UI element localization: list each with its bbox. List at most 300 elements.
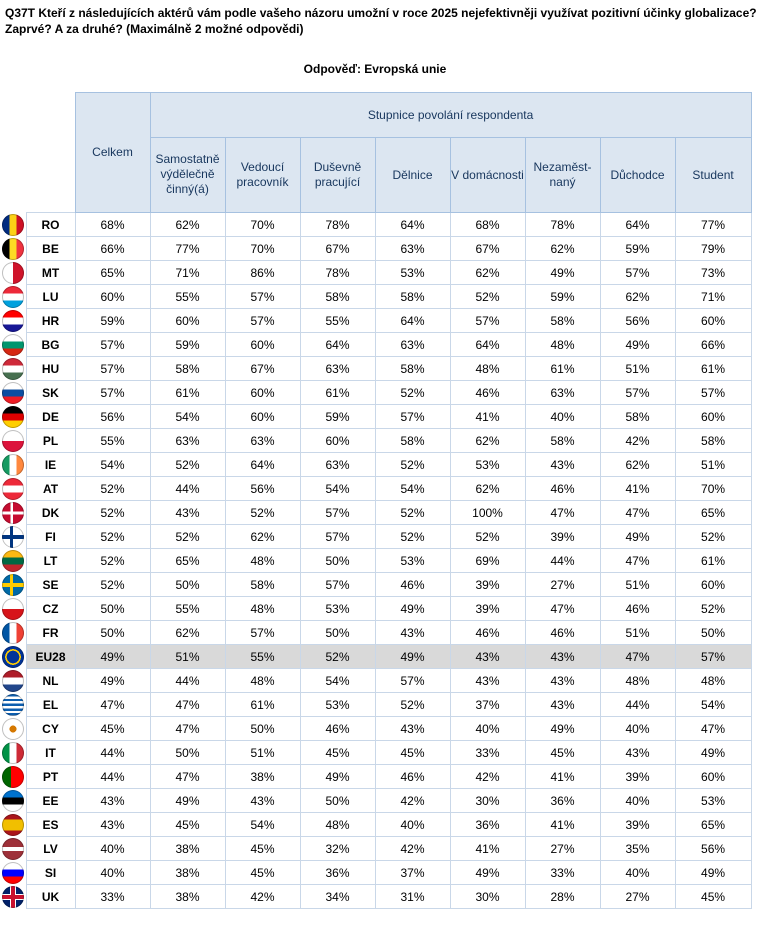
flag-cell <box>0 789 26 813</box>
total-value-cell: 49% <box>75 645 150 669</box>
total-value-cell: 59% <box>75 309 150 333</box>
occupation-value-cell: 37% <box>375 861 450 885</box>
occupation-value-cell: 53% <box>450 453 525 477</box>
occupation-value-cell: 47% <box>600 501 675 525</box>
occupation-value-cell: 51% <box>600 621 675 645</box>
table-row <box>0 861 751 885</box>
occupation-value-cell: 59% <box>300 405 375 429</box>
occupation-value-cell: 47% <box>150 717 225 741</box>
occupation-value-cell: 52% <box>375 525 450 549</box>
occupation-value-cell: 43% <box>450 645 525 669</box>
occupation-value-cell: 62% <box>525 237 600 261</box>
column-header-self-employed: Samostatně výdělečně činný(á) <box>150 138 225 213</box>
occupation-value-cell: 62% <box>600 285 675 309</box>
occupation-value-cell: 86% <box>225 261 300 285</box>
occupation-value-cell: 57% <box>375 669 450 693</box>
occupation-value-cell: 45% <box>300 741 375 765</box>
total-value-cell: 33% <box>75 885 150 909</box>
occupation-value-cell: 48% <box>600 669 675 693</box>
at-flag-icon <box>2 478 24 500</box>
occupation-value-cell: 57% <box>225 285 300 309</box>
occupation-value-cell: 61% <box>225 693 300 717</box>
total-value-cell: 49% <box>75 669 150 693</box>
occupation-value-cell: 36% <box>300 861 375 885</box>
table-row <box>0 333 751 357</box>
occupation-value-cell: 68% <box>450 213 525 237</box>
total-value-cell: 52% <box>75 573 150 597</box>
occupation-value-cell: 27% <box>600 885 675 909</box>
total-value-cell: 47% <box>75 693 150 717</box>
it-flag-icon <box>2 742 24 764</box>
occupation-value-cell: 100% <box>450 501 525 525</box>
occupation-value-cell: 42% <box>225 885 300 909</box>
occupation-value-cell: 55% <box>150 597 225 621</box>
occupation-value-cell: 43% <box>525 693 600 717</box>
country-code: RO <box>26 213 75 237</box>
column-header-white-collar: Duševně pracující <box>300 138 375 213</box>
occupation-value-cell: 48% <box>300 813 375 837</box>
occupation-value-cell: 64% <box>300 333 375 357</box>
occupation-value-cell: 38% <box>150 837 225 861</box>
table-row <box>0 597 751 621</box>
table-row <box>0 573 751 597</box>
occupation-value-cell: 53% <box>300 693 375 717</box>
occupation-value-cell: 36% <box>525 789 600 813</box>
occupation-value-cell: 34% <box>300 885 375 909</box>
total-value-cell: 52% <box>75 549 150 573</box>
lt-flag-icon <box>2 550 24 572</box>
table-row <box>0 405 751 429</box>
occupation-value-cell: 45% <box>675 885 751 909</box>
occupation-value-cell: 53% <box>375 261 450 285</box>
occupation-value-cell: 48% <box>450 357 525 381</box>
occupation-value-cell: 62% <box>150 621 225 645</box>
country-code: HU <box>26 357 75 381</box>
occupation-value-cell: 46% <box>525 621 600 645</box>
flag-cell <box>0 405 26 429</box>
occupation-value-cell: 50% <box>675 621 751 645</box>
country-code: EL <box>26 693 75 717</box>
occupation-value-cell: 47% <box>600 645 675 669</box>
occupation-value-cell: 62% <box>450 429 525 453</box>
occupation-value-cell: 57% <box>450 309 525 333</box>
table-row <box>0 765 751 789</box>
occupation-value-cell: 44% <box>150 669 225 693</box>
occupation-value-cell: 46% <box>300 717 375 741</box>
occupation-value-cell: 60% <box>675 765 751 789</box>
table-row <box>0 717 751 741</box>
occupation-value-cell: 50% <box>300 789 375 813</box>
bg-flag-icon <box>2 334 24 356</box>
table-body <box>0 213 751 909</box>
occupation-value-cell: 49% <box>525 717 600 741</box>
occupation-value-cell: 57% <box>225 621 300 645</box>
flag-cell <box>0 549 26 573</box>
occupation-value-cell: 32% <box>300 837 375 861</box>
occupation-value-cell: 39% <box>600 813 675 837</box>
occupation-value-cell: 57% <box>600 261 675 285</box>
occupation-value-cell: 42% <box>375 789 450 813</box>
occupation-value-cell: 69% <box>450 549 525 573</box>
total-value-cell: 44% <box>75 741 150 765</box>
occupation-value-cell: 43% <box>225 789 300 813</box>
el-flag-icon <box>2 694 24 716</box>
occupation-value-cell: 52% <box>300 645 375 669</box>
table-row <box>0 237 751 261</box>
flag-cell <box>0 285 26 309</box>
occupation-value-cell: 43% <box>525 453 600 477</box>
country-code: DE <box>26 405 75 429</box>
country-code: MT <box>26 261 75 285</box>
column-header-total: Celkem <box>75 93 150 213</box>
occupation-value-cell: 39% <box>450 597 525 621</box>
total-value-cell: 40% <box>75 837 150 861</box>
occupation-value-cell: 51% <box>600 573 675 597</box>
occupation-value-cell: 56% <box>675 837 751 861</box>
flag-cell <box>0 597 26 621</box>
occupation-value-cell: 58% <box>525 429 600 453</box>
country-code: LV <box>26 837 75 861</box>
occupation-value-cell: 46% <box>525 477 600 501</box>
occupation-value-cell: 55% <box>150 285 225 309</box>
table-row <box>0 285 751 309</box>
table-row <box>0 477 751 501</box>
table-row <box>0 621 751 645</box>
occupation-value-cell: 40% <box>600 717 675 741</box>
table-row <box>0 429 751 453</box>
occupation-value-cell: 65% <box>675 501 751 525</box>
occupation-value-cell: 41% <box>525 813 600 837</box>
occupation-value-cell: 49% <box>675 741 751 765</box>
occupation-value-cell: 70% <box>225 237 300 261</box>
occupation-value-cell: 38% <box>225 765 300 789</box>
occupation-value-cell: 58% <box>225 573 300 597</box>
se-flag-icon <box>2 574 24 596</box>
total-value-cell: 65% <box>75 261 150 285</box>
total-value-cell: 57% <box>75 381 150 405</box>
total-value-cell: 57% <box>75 357 150 381</box>
occupation-value-cell: 60% <box>225 381 300 405</box>
occupation-value-cell: 58% <box>600 405 675 429</box>
si-flag-icon <box>2 862 24 884</box>
occupation-value-cell: 51% <box>150 645 225 669</box>
flag-cell <box>0 765 26 789</box>
occupation-value-cell: 52% <box>150 453 225 477</box>
total-value-cell: 68% <box>75 213 150 237</box>
occupation-value-cell: 46% <box>450 381 525 405</box>
occupation-value-cell: 47% <box>525 597 600 621</box>
occupation-value-cell: 48% <box>525 333 600 357</box>
flag-cell <box>0 381 26 405</box>
occupation-value-cell: 61% <box>525 357 600 381</box>
occupation-value-cell: 49% <box>600 333 675 357</box>
occupation-value-cell: 60% <box>225 333 300 357</box>
cy-flag-icon <box>2 718 24 740</box>
occupation-value-cell: 49% <box>450 861 525 885</box>
occupation-value-cell: 65% <box>150 549 225 573</box>
occupation-value-cell: 51% <box>225 741 300 765</box>
table-row <box>0 261 751 285</box>
occupation-value-cell: 57% <box>300 573 375 597</box>
occupation-value-cell: 61% <box>150 381 225 405</box>
occupation-value-cell: 63% <box>525 381 600 405</box>
occupation-value-cell: 44% <box>150 477 225 501</box>
country-code: PT <box>26 765 75 789</box>
occupation-value-cell: 49% <box>375 645 450 669</box>
lu-flag-icon <box>2 286 24 308</box>
total-value-cell: 50% <box>75 621 150 645</box>
table-row <box>0 381 751 405</box>
column-group-header: Stupnice povolání respondenta <box>150 93 751 138</box>
occupation-value-cell: 62% <box>150 213 225 237</box>
occupation-value-cell: 53% <box>300 597 375 621</box>
occupation-value-cell: 43% <box>375 621 450 645</box>
occupation-value-cell: 44% <box>525 549 600 573</box>
occupation-value-cell: 58% <box>375 357 450 381</box>
occupation-value-cell: 67% <box>300 237 375 261</box>
total-value-cell: 50% <box>75 597 150 621</box>
country-code: EE <box>26 789 75 813</box>
occupation-value-cell: 48% <box>225 597 300 621</box>
country-code: DK <box>26 501 75 525</box>
total-value-cell: 52% <box>75 501 150 525</box>
occupation-value-cell: 50% <box>150 741 225 765</box>
occupation-value-cell: 41% <box>600 477 675 501</box>
occupation-value-cell: 33% <box>450 741 525 765</box>
de-flag-icon <box>2 406 24 428</box>
total-value-cell: 55% <box>75 429 150 453</box>
occupation-value-cell: 57% <box>300 525 375 549</box>
occupation-value-cell: 43% <box>600 741 675 765</box>
occupation-value-cell: 50% <box>300 549 375 573</box>
occupation-value-cell: 39% <box>525 525 600 549</box>
lv-flag-icon <box>2 838 24 860</box>
occupation-value-cell: 64% <box>225 453 300 477</box>
occupation-value-cell: 31% <box>375 885 450 909</box>
country-code: PL <box>26 429 75 453</box>
occupation-value-cell: 50% <box>225 717 300 741</box>
occupation-value-cell: 38% <box>150 861 225 885</box>
flag-cell <box>0 261 26 285</box>
occupation-value-cell: 49% <box>525 261 600 285</box>
flag-cell <box>0 309 26 333</box>
flag-cell <box>0 357 26 381</box>
table-row <box>0 309 751 333</box>
occupation-value-cell: 71% <box>150 261 225 285</box>
occupation-value-cell: 78% <box>525 213 600 237</box>
flag-cell <box>0 813 26 837</box>
flag-cell <box>0 837 26 861</box>
country-code: BG <box>26 333 75 357</box>
occupation-value-cell: 63% <box>300 357 375 381</box>
flag-cell <box>0 717 26 741</box>
uk-flag-icon <box>2 886 24 908</box>
mt-flag-icon <box>2 262 24 284</box>
occupation-value-cell: 27% <box>525 573 600 597</box>
occupation-value-cell: 49% <box>150 789 225 813</box>
flag-cell <box>0 621 26 645</box>
occupation-value-cell: 64% <box>375 309 450 333</box>
total-value-cell: 66% <box>75 237 150 261</box>
country-code: CY <box>26 717 75 741</box>
occupation-value-cell: 52% <box>450 525 525 549</box>
occupation-value-cell: 57% <box>675 381 751 405</box>
total-value-cell: 45% <box>75 717 150 741</box>
table-row <box>0 501 751 525</box>
occupation-value-cell: 48% <box>225 549 300 573</box>
country-code: EU28 <box>26 645 75 669</box>
total-value-cell: 57% <box>75 333 150 357</box>
occupation-value-cell: 45% <box>375 741 450 765</box>
pl-flag-icon <box>2 430 24 452</box>
column-header-manual-worker: Dělnice <box>375 138 450 213</box>
occupation-value-cell: 51% <box>675 453 751 477</box>
occupation-value-cell: 70% <box>225 213 300 237</box>
occupation-value-cell: 53% <box>375 549 450 573</box>
occupation-value-cell: 64% <box>600 213 675 237</box>
occupation-value-cell: 77% <box>150 237 225 261</box>
table-row <box>0 213 751 237</box>
occupation-value-cell: 50% <box>150 573 225 597</box>
occupation-value-cell: 45% <box>525 741 600 765</box>
occupation-value-cell: 79% <box>675 237 751 261</box>
table-row <box>0 813 751 837</box>
total-value-cell: 52% <box>75 525 150 549</box>
occupation-value-cell: 61% <box>675 549 751 573</box>
occupation-value-cell: 35% <box>600 837 675 861</box>
occupation-value-cell: 57% <box>225 309 300 333</box>
total-value-cell: 60% <box>75 285 150 309</box>
flag-cell <box>0 861 26 885</box>
ro-flag-icon <box>2 214 24 236</box>
occupation-value-cell: 33% <box>525 861 600 885</box>
occupation-value-cell: 40% <box>600 861 675 885</box>
occupation-value-cell: 30% <box>450 789 525 813</box>
occupation-value-cell: 42% <box>600 429 675 453</box>
pt-flag-icon <box>2 766 24 788</box>
occupation-value-cell: 41% <box>450 837 525 861</box>
occupation-value-cell: 47% <box>600 549 675 573</box>
table-row <box>0 357 751 381</box>
occupation-value-cell: 62% <box>225 525 300 549</box>
occupation-value-cell: 47% <box>150 765 225 789</box>
table-row <box>0 837 751 861</box>
occupation-value-cell: 49% <box>600 525 675 549</box>
occupation-value-cell: 52% <box>675 597 751 621</box>
occupation-value-cell: 45% <box>150 813 225 837</box>
occupation-value-cell: 57% <box>675 645 751 669</box>
total-value-cell: 43% <box>75 789 150 813</box>
flag-cell <box>0 693 26 717</box>
occupation-value-cell: 43% <box>525 645 600 669</box>
hu-flag-icon <box>2 358 24 380</box>
occupation-value-cell: 58% <box>300 285 375 309</box>
table-row <box>0 741 751 765</box>
total-value-cell: 43% <box>75 813 150 837</box>
occupation-value-cell: 41% <box>525 765 600 789</box>
occupation-value-cell: 47% <box>675 717 751 741</box>
flag-cell <box>0 669 26 693</box>
occupation-value-cell: 67% <box>450 237 525 261</box>
total-value-cell: 44% <box>75 765 150 789</box>
flag-cell <box>0 573 26 597</box>
occupation-value-cell: 71% <box>675 285 751 309</box>
flag-cell <box>0 645 26 669</box>
occupation-value-cell: 39% <box>600 765 675 789</box>
es-flag-icon <box>2 814 24 836</box>
flag-cell <box>0 453 26 477</box>
occupation-value-cell: 52% <box>375 381 450 405</box>
country-code: SI <box>26 861 75 885</box>
occupation-value-cell: 53% <box>675 789 751 813</box>
occupation-value-cell: 38% <box>150 885 225 909</box>
country-code: BE <box>26 237 75 261</box>
country-code: UK <box>26 885 75 909</box>
occupation-value-cell: 65% <box>675 813 751 837</box>
occupation-value-cell: 60% <box>150 309 225 333</box>
occupation-value-cell: 60% <box>675 405 751 429</box>
occupation-value-cell: 48% <box>225 669 300 693</box>
occupation-value-cell: 58% <box>375 285 450 309</box>
occupation-value-cell: 60% <box>675 573 751 597</box>
occupation-value-cell: 57% <box>375 405 450 429</box>
total-value-cell: 40% <box>75 861 150 885</box>
occupation-value-cell: 62% <box>600 453 675 477</box>
occupation-value-cell: 63% <box>375 333 450 357</box>
occupation-value-cell: 52% <box>375 501 450 525</box>
table-row <box>0 453 751 477</box>
ee-flag-icon <box>2 790 24 812</box>
country-code: LU <box>26 285 75 309</box>
occupation-value-cell: 70% <box>675 477 751 501</box>
occupation-value-cell: 59% <box>150 333 225 357</box>
occupation-value-cell: 56% <box>600 309 675 333</box>
country-code: IT <box>26 741 75 765</box>
occupation-value-cell: 60% <box>675 309 751 333</box>
occupation-value-cell: 47% <box>525 501 600 525</box>
table-row <box>0 693 751 717</box>
country-code: LT <box>26 549 75 573</box>
occupation-value-cell: 67% <box>225 357 300 381</box>
occupation-value-cell: 54% <box>300 477 375 501</box>
flag-cell <box>0 333 26 357</box>
occupation-value-cell: 50% <box>300 621 375 645</box>
occupation-value-cell: 27% <box>525 837 600 861</box>
occupation-value-cell: 59% <box>525 285 600 309</box>
table-corner <box>0 93 75 213</box>
table-row <box>0 525 751 549</box>
occupation-value-cell: 37% <box>450 693 525 717</box>
column-header-manager: Vedoucí pracovník <box>225 138 300 213</box>
flag-cell <box>0 477 26 501</box>
occupation-value-cell: 46% <box>375 765 450 789</box>
fi-flag-icon <box>2 526 24 548</box>
occupation-value-cell: 39% <box>450 573 525 597</box>
occupation-value-cell: 54% <box>375 477 450 501</box>
flag-cell <box>0 885 26 909</box>
occupation-value-cell: 49% <box>300 765 375 789</box>
country-code: SE <box>26 573 75 597</box>
occupation-value-cell: 52% <box>375 453 450 477</box>
occupation-value-cell: 54% <box>150 405 225 429</box>
results-table <box>0 92 752 909</box>
occupation-value-cell: 41% <box>450 405 525 429</box>
flag-cell <box>0 501 26 525</box>
cz-flag-icon <box>2 598 24 620</box>
column-header-student: Student <box>675 138 751 213</box>
occupation-value-cell: 58% <box>675 429 751 453</box>
occupation-value-cell: 77% <box>675 213 751 237</box>
